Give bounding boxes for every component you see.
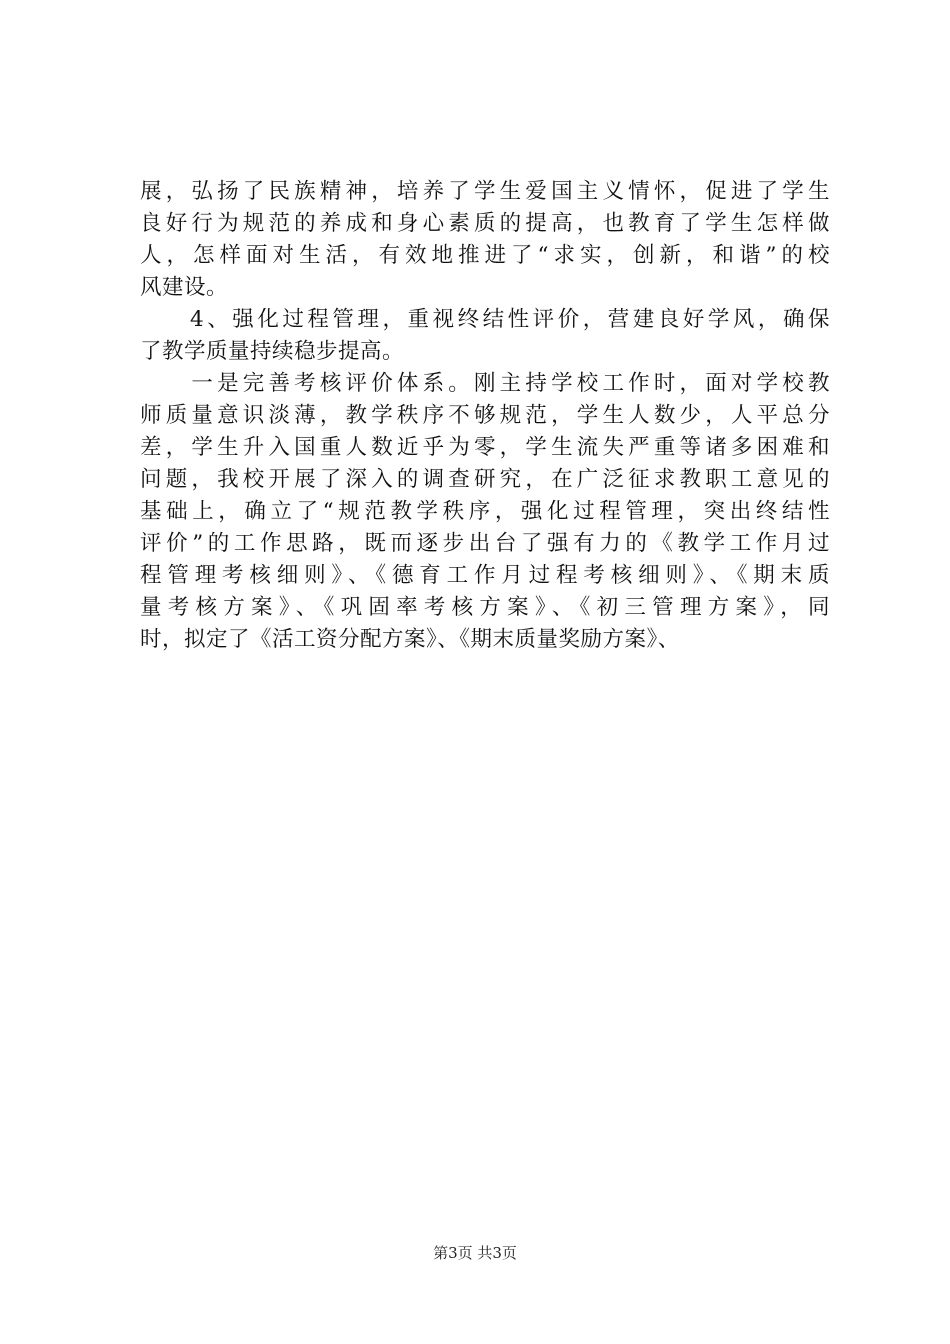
text-line: 师质量意识淡薄，教学秩序不够规范，学生人数少，人平总分 xyxy=(140,403,830,428)
text-line: 问题，我校开展了深入的调查研究，在广泛征求教职工意见的 xyxy=(140,467,830,492)
text-line: 时，拟定了《活工资分配方案》、《期末质量奖励方案》、 xyxy=(140,627,680,652)
text-line: 量考核方案》、《巩固率考核方案》、《初三管理方案》，同 xyxy=(140,595,830,620)
page-footer: 第3页 共3页 xyxy=(433,1244,517,1262)
text-line: 一是完善考核评价体系。刚主持学校工作时，面对学校教 xyxy=(140,371,830,396)
text-line: 了教学质量持续稳步提高。 xyxy=(140,339,405,364)
text-line: 差，学生升入国重人数近乎为零，学生流失严重等诸多困难和 xyxy=(140,435,830,460)
text-line: 人，怎样面对生活，有效地推进了“求实，创新，和谐”的校 xyxy=(140,243,830,268)
text-line: 程管理考核细则》、《德育工作月过程考核细则》、《期末质 xyxy=(140,563,830,588)
text-line: 基础上，确立了“规范教学秩序，强化过程管理，突出终结性 xyxy=(140,499,830,524)
text-line: 4、强化过程管理，重视终结性评价，营建良好学风，确保 xyxy=(140,307,830,332)
text-line: 良好行为规范的养成和身心素质的提高，也教育了学生怎样做 xyxy=(140,211,830,236)
text-line: 评价”的工作思路，既而逐步出台了强有力的《教学工作月过 xyxy=(140,531,830,556)
text-line: 展，弘扬了民族精神，培养了学生爱国主义情怀，促进了学生 xyxy=(140,179,830,204)
body-text xyxy=(140,176,830,656)
text-line: 风建设。 xyxy=(140,275,229,300)
